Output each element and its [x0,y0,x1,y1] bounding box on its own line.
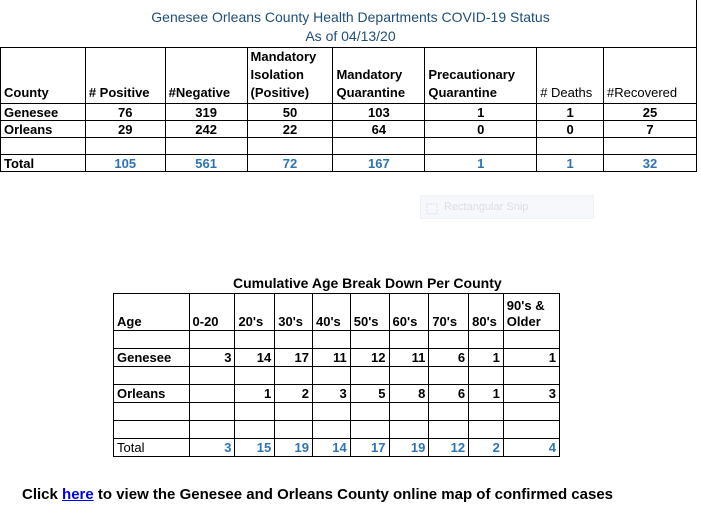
cell: 1 [503,349,559,367]
col-80s: 80's [469,294,504,331]
col-deaths: # Deaths [537,48,604,104]
status-table [0,47,697,172]
cell: 242 [165,121,247,138]
status-header-row [1,48,697,104]
col-recovered: #Recovered [604,48,697,104]
status-empty-row [1,138,697,155]
cell: 103 [333,104,425,121]
total-cell: 19 [275,439,313,457]
total-cell: 14 [312,439,350,457]
col-positive: # Positive [85,48,165,104]
total-cell: 72 [247,155,333,172]
cell: 8 [389,385,429,403]
county-name: Genesee [114,349,190,367]
age-table-title: Cumulative Age Break Down Per County [233,275,502,291]
cell: 76 [85,104,165,121]
age-row-orleans [114,385,560,403]
status-row-genesee [1,104,697,121]
col-90s-older: 90's & Older [503,294,559,331]
total-cell: 2 [469,439,504,457]
total-cell: 1 [425,155,537,172]
cell: 64 [333,121,425,138]
col-20s: 20's [235,294,275,331]
cell: 3 [312,385,350,403]
cell: 11 [389,349,429,367]
status-total-row [1,155,697,172]
col-40s: 40's [312,294,350,331]
county-name: Genesee [1,104,86,121]
cell: 3 [503,385,559,403]
total-cell: 12 [429,439,469,457]
cell: 0 [425,121,537,138]
rectangular-snip-overlay [420,195,594,219]
age-spacer-row [114,421,560,439]
cell: 2 [275,385,313,403]
cell: 1 [235,385,275,403]
col-30s: 30's [275,294,313,331]
total-cell: 17 [350,439,389,457]
col-isolation: Mandatory Isolation (Positive) [247,48,333,104]
cell: 5 [350,385,389,403]
age-table [113,293,560,457]
col-0-20: 0-20 [189,294,235,331]
cell: 6 [429,385,469,403]
total-cell: 3 [189,439,235,457]
col-negative: #Negative [165,48,247,104]
age-row-genesee [114,349,560,367]
total-cell: 19 [389,439,429,457]
col-50s: 50's [350,294,389,331]
total-label: Total [114,439,190,457]
cell: 319 [165,104,247,121]
snip-label: Rectangular Snip [444,201,529,213]
right-border [696,0,697,47]
col-precautionary-quarantine: Precautionary Quarantine [425,48,537,104]
total-cell: 15 [235,439,275,457]
total-cell: 105 [85,155,165,172]
footer-text [22,486,613,503]
cell: 0 [537,121,604,138]
as-of-date: As of 04/13/20 [305,28,396,44]
cell [189,385,235,403]
snip-icon [426,201,438,213]
cell: 1 [537,104,604,121]
total-cell: 561 [165,155,247,172]
total-label: Total [1,155,86,172]
cell: 22 [247,121,333,138]
cell: 3 [189,349,235,367]
cell: 12 [350,349,389,367]
total-cell: 4 [503,439,559,457]
cell: 29 [85,121,165,138]
age-total-row [114,439,560,457]
cell: 11 [312,349,350,367]
footer-prefix: Click [22,486,63,503]
col-60s: 60's [389,294,429,331]
cell: 25 [604,104,697,121]
age-spacer-row [114,331,560,349]
col-age: Age [114,294,190,331]
cell: 17 [275,349,313,367]
cell: 1 [469,385,504,403]
col-mandatory-quarantine: Mandatory Quarantine [333,48,425,104]
cell: 14 [235,349,275,367]
cell: 50 [247,104,333,121]
col-70s: 70's [429,294,469,331]
cell: 6 [429,349,469,367]
county-name: Orleans [114,385,190,403]
age-header-row [114,294,560,331]
cell: 1 [425,104,537,121]
age-spacer-row [114,403,560,421]
map-link[interactable]: here [62,486,94,503]
age-spacer-row [114,367,560,385]
cell: 7 [604,121,697,138]
status-row-orleans [1,121,697,138]
total-cell: 1 [537,155,604,172]
total-cell: 32 [604,155,697,172]
footer-suffix: to view the Genesee and Orleans County online map of confirmed cases [93,486,614,503]
cell: 1 [469,349,504,367]
total-cell: 167 [333,155,425,172]
page-title: Genesee Orleans County Health Departments COVID-19 Status [151,9,550,25]
col-county: County [1,48,86,104]
county-name: Orleans [1,121,86,138]
